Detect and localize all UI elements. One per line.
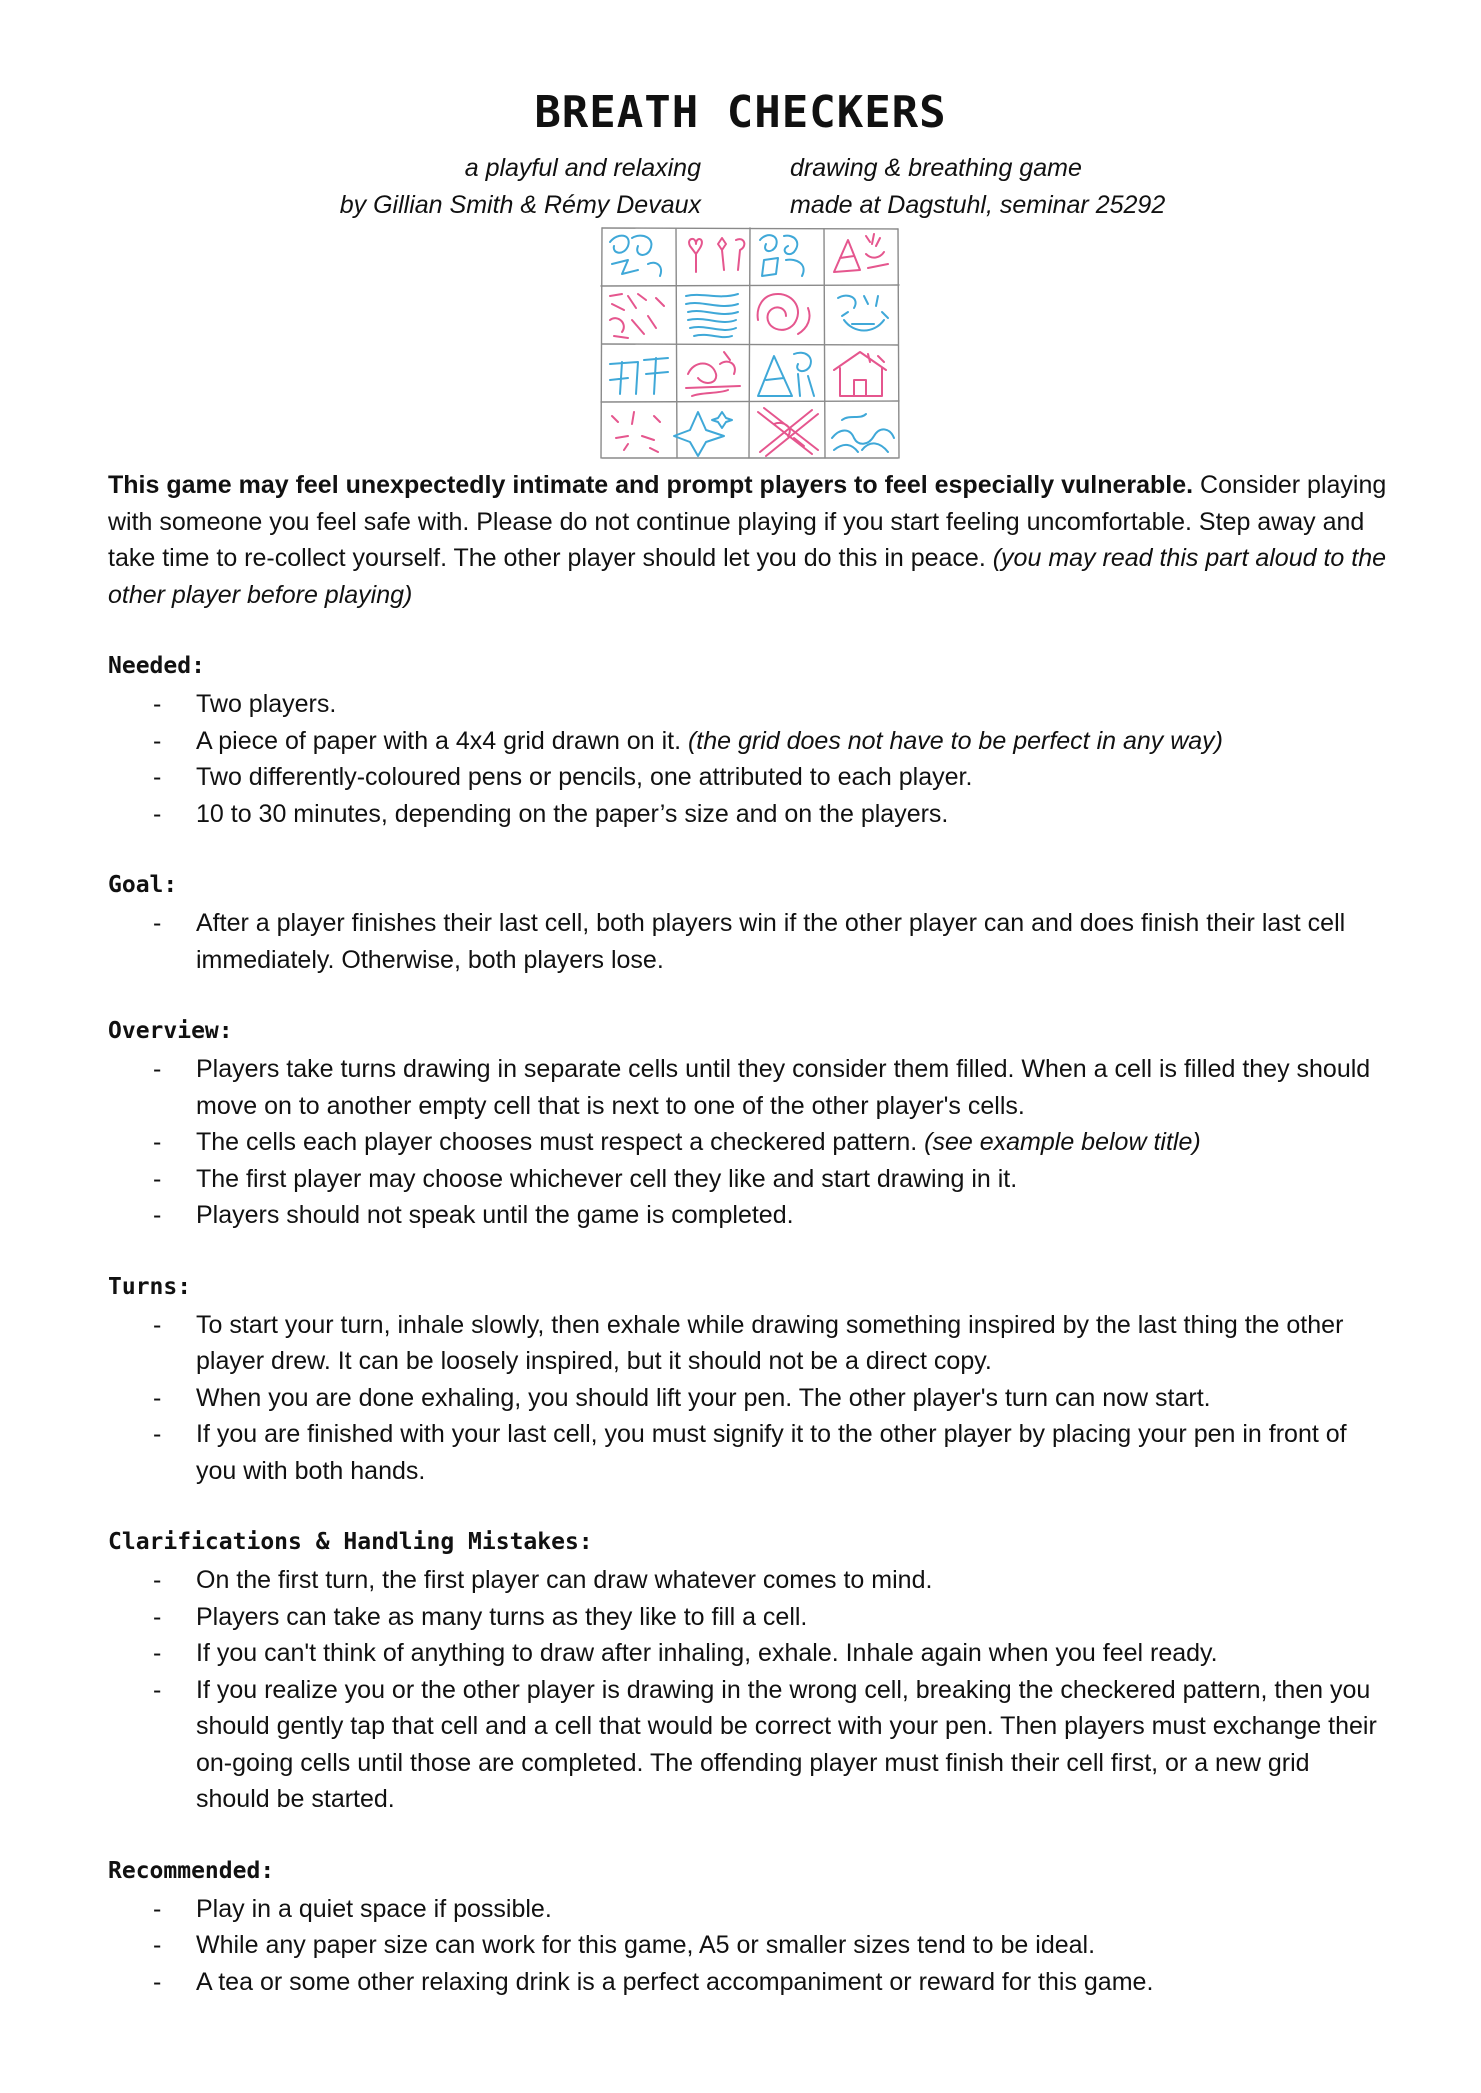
subtitle-tagline-left: a playful and relaxing [464, 154, 701, 182]
section-goal [108, 867, 1388, 978]
bullet-dash: - [153, 1128, 162, 1156]
safety-notice [108, 467, 1388, 613]
list-item: - A tea or some other relaxing drink is a perfect accompaniment or reward for this game. [108, 1964, 1388, 2001]
bullet-dash: - [153, 1566, 162, 1594]
safety-notice-bold: This game may feel unexpectedly intimate and prompt players to feel especially vulnerable. [108, 471, 1194, 499]
list-item: - Two differently-coloured pens or pencils, one attributed to each player. [108, 759, 1388, 796]
doodle-r2c4 [838, 296, 888, 331]
bullet-dash: - [153, 1420, 162, 1448]
list-item: - If you realize you or the other player is drawing in the wrong cell, breaking the checkered pattern, then you should gently tap that cell and a cell that would be correct with your pen. Then players must exchange their on-going cells until those are completed. The offending player must finish their cell first, or a new grid should be started. [108, 1672, 1388, 1818]
bullet-dash: - [153, 1894, 162, 1923]
section-heading: Clarifications & Handling Mistakes: [108, 1529, 593, 1555]
list-item: - Players take turns drawing in separate cells until they consider them filled. When a cell is filled they should move on to another empty cell that is next to one of the other player's cells. [108, 1051, 1388, 1124]
example-checkered-grid-illustration [598, 224, 902, 462]
doodle-r1c2 [689, 238, 744, 272]
doodle-r2c2 [686, 294, 738, 337]
bullet-dash: - [153, 1931, 162, 1959]
bullet-list [108, 905, 1388, 978]
bullet-list [108, 1891, 1388, 2001]
subtitle-origin: made at Dagstuhl, seminar 25292 [790, 191, 1166, 219]
doodle-r4c3 [758, 408, 818, 456]
list-item: - After a player finishes their last cell, both players win if the other player can and does finish their last cell immediately. Otherwise, both players lose. [108, 905, 1388, 978]
subtitle-tagline-right: drawing & breathing game [790, 154, 1082, 182]
section-heading: Goal: [108, 872, 178, 898]
bullet-list [108, 1051, 1388, 1234]
doodle-r3c3 [758, 353, 814, 396]
section-turns [108, 1269, 1388, 1490]
doodle-r3c4 [834, 352, 886, 396]
section-heading: Recommended: [108, 1857, 275, 1884]
safety-notice-text: Consider playing with someone you feel safe with. Please do not continue playing if you start feeling uncomfortable. Step away and take time to re-collect yourself. The other player should let you do this in peace. [108, 471, 1387, 572]
list-item: - To start your turn, inhale slowly, then exhale while drawing something inspired by the last thing the other player drew. It can be loosely inspired, but it should not be a direct copy. [108, 1307, 1388, 1380]
bullet-dash: - [153, 1164, 162, 1193]
list-item: - A piece of paper with a 4x4 grid drawn on it. (the grid does not have to be perfect in any way) [108, 723, 1388, 760]
list-item: - Players can take as many turns as they like to fill a cell. [108, 1599, 1388, 1636]
list-item: - The first player may choose whichever cell they like and start drawing in it. [108, 1161, 1388, 1198]
bullet-dash: - [153, 1602, 162, 1631]
safety-notice-italic: (you may read this part aloud to the other player before playing) [108, 544, 1387, 609]
list-item: - Players should not speak until the game is completed. [108, 1197, 1388, 1234]
bullet-dash: - [153, 1055, 162, 1083]
doodle-r1c4 [834, 234, 888, 272]
doodle-r1c1 [610, 236, 661, 276]
bullet-list [108, 686, 1388, 832]
doodle-r4c4 [832, 414, 894, 452]
list-item: - On the first turn, the first player can draw whatever comes to mind. [108, 1562, 1388, 1599]
section-heading: Needed: [108, 653, 205, 679]
doodle-r2c3 [758, 294, 810, 334]
game-title: BREATH CHECKERS [534, 87, 947, 138]
list-item: - 10 to 30 minutes, depending on the paper’s size and on the players. [108, 796, 1388, 833]
bullet-dash: - [153, 763, 162, 791]
section-heading: Turns: [108, 1273, 192, 1300]
list-item: - If you can't think of anything to draw after inhaling, exhale. Inhale again when you feel ready. [108, 1635, 1388, 1672]
bullet-dash: - [153, 1310, 162, 1339]
doodle-r2c1 [610, 294, 664, 338]
bullet-dash: - [153, 909, 162, 937]
doodle-r1c3 [760, 235, 804, 276]
section-recommended [108, 1853, 1388, 2001]
list-item: - While any paper size can work for this game, A5 or smaller sizes tend to be ideal. [108, 1927, 1388, 1964]
doodle-r4c1 [612, 412, 660, 452]
bullet-dash: - [153, 1967, 162, 1996]
list-item: - If you are finished with your last cell, you must signify it to the other player by placing your pen in front of you with both hands. [108, 1416, 1388, 1489]
rules-page [108, 0, 1388, 2093]
section-overview [108, 1013, 1388, 1234]
bullet-dash: - [153, 1201, 162, 1229]
bullet-dash: - [153, 1639, 162, 1667]
bullet-dash: - [153, 1383, 162, 1412]
bullet-list [108, 1562, 1388, 1818]
section-needed [108, 648, 1388, 832]
section-heading: Overview: [108, 1018, 233, 1044]
doodle-r4c2 [674, 412, 732, 456]
grid-lines [601, 228, 899, 458]
bullet-dash: - [153, 690, 162, 718]
bullet-dash: - [153, 799, 162, 828]
rules-body [108, 467, 1388, 2000]
list-item: - Two players. [108, 686, 1388, 723]
list-item: - Play in a quiet space if possible. [108, 1891, 1388, 1928]
bullet-list [108, 1307, 1388, 1490]
subtitle-authors: by Gillian Smith & Rémy Devaux [339, 191, 701, 219]
doodle-r3c1 [610, 358, 668, 394]
doodle-r3c2 [686, 352, 740, 396]
list-item: - When you are done exhaling, you should lift your pen. The other player's turn can now start. [108, 1380, 1388, 1417]
section-clarifications [108, 1524, 1388, 1818]
bullet-dash: - [153, 726, 162, 755]
bullet-dash: - [153, 1675, 162, 1704]
list-item: - The cells each player chooses must respect a checkered pattern. (see example below title) [108, 1124, 1388, 1161]
